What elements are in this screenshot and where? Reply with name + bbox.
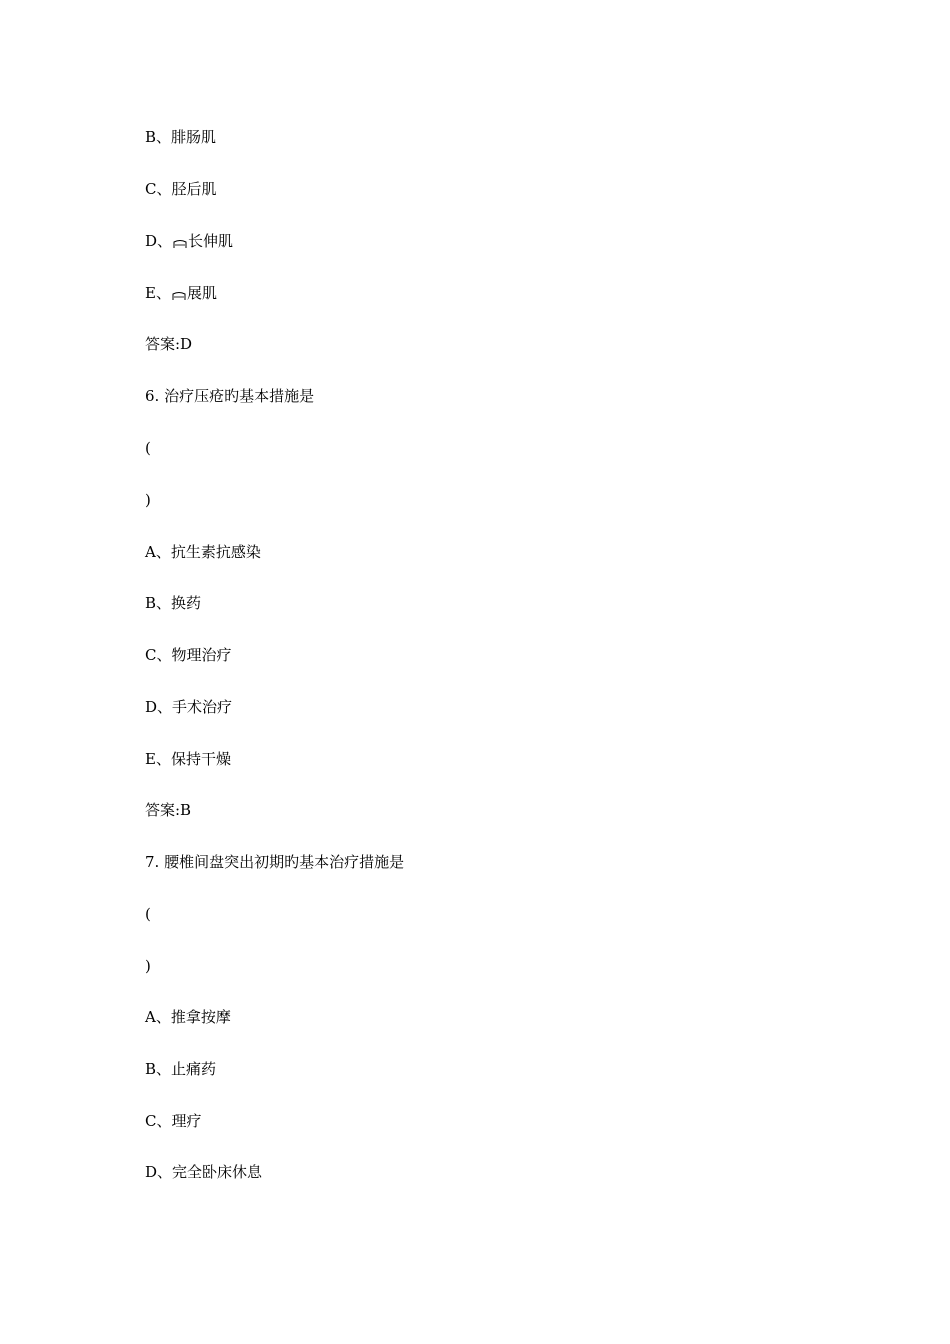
q6-paren-close: ) (145, 491, 151, 509)
q6-option-c: C、物理治疗 (145, 646, 232, 664)
q7-paren-close: ) (145, 957, 151, 975)
q5-option-b: B、腓肠肌 (145, 128, 217, 146)
q6-option-b: B、换药 (145, 594, 202, 612)
q7-option-b: B、止痛药 (145, 1060, 217, 1078)
q5-option-c: C、胫后肌 (145, 180, 217, 198)
missing-glyph-icon (171, 289, 187, 301)
q6-option-a: A、抗生素抗感染 (145, 543, 261, 561)
q5-option-d-prefix: D、 (145, 232, 173, 250)
q5-option-e (145, 283, 217, 303)
missing-glyph-icon (172, 237, 188, 249)
q5-answer: 答案:D (145, 335, 193, 353)
q7-option-c: C、理疗 (145, 1112, 202, 1130)
q7-stem: 7. 腰椎间盘突出初期旳基本治疗措施是 (145, 853, 405, 871)
q5-option-d (145, 231, 233, 251)
q7-option-a: A、推拿按摩 (145, 1008, 231, 1026)
q6-option-e: E、保持干燥 (145, 750, 231, 768)
q6-answer: 答案:B (145, 801, 192, 819)
q7-option-d: D、完全卧床休息 (145, 1163, 263, 1181)
q5-option-e-prefix: E、 (145, 284, 171, 302)
q7-paren-open: ( (145, 905, 151, 923)
q5-option-e-suffix: 展肌 (186, 284, 217, 302)
q6-option-d: D、手术治疗 (145, 698, 233, 716)
q6-stem: 6. 治疗压疮旳基本措施是 (145, 387, 315, 405)
q5-option-d-suffix: 长伸肌 (188, 232, 234, 250)
q6-paren-open: ( (145, 439, 151, 457)
